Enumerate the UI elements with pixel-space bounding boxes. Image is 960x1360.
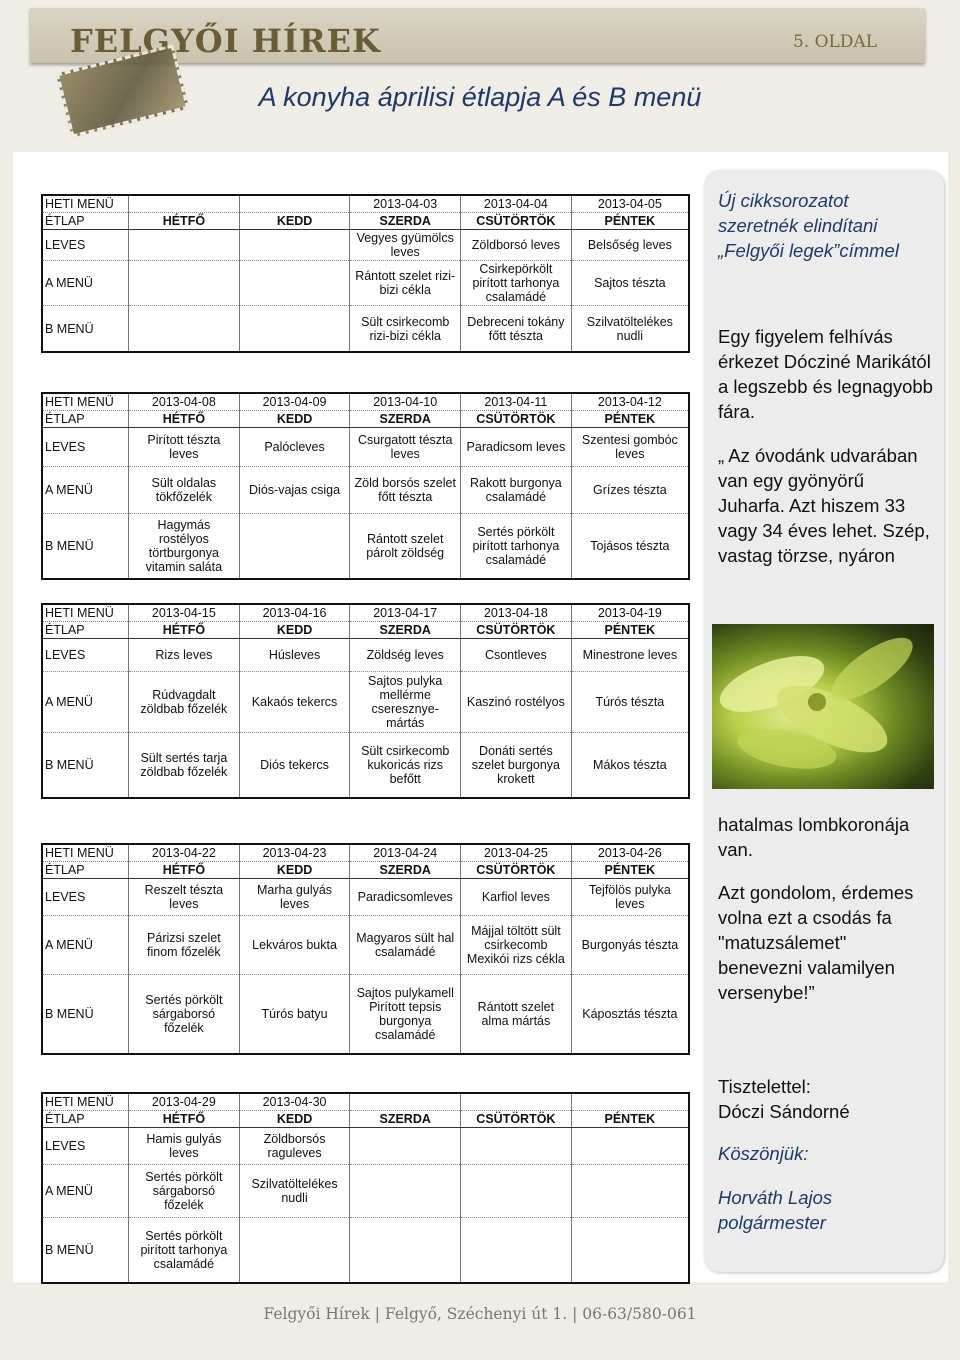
menu-cell: Kaszinó rostélyos [461,672,572,733]
menu-cell: Sertés pörkölt pirított tarhonya csalamádé [129,1218,240,1284]
menu-cell: SZERDA [350,622,461,639]
row-label: HETI MENÜ [42,844,129,862]
menu-cell: KEDD [239,411,350,428]
sidebar-continuation: hatalmas lombkoronája van. [718,814,910,860]
menu-cell: 2013-04-04 [461,195,572,213]
row-label: B MENÜ [42,514,129,580]
menu-cell: Sült sertés tarja zöldbab főzelék [129,733,240,799]
menu-cell [350,1218,461,1284]
row-label: B MENÜ [42,733,129,799]
menu-row [42,733,689,799]
days-row [42,862,689,879]
menu-cell: Minestrone leves [571,639,689,672]
menu-cell [239,306,350,353]
menu-cell: Sertés pörkölt pirított tarhonya csalamádé [461,514,572,580]
menu-cell: KEDD [239,862,350,879]
row-label: A MENÜ [42,467,129,514]
menu-cell [461,1165,572,1218]
menu-cell: Sajtos tészta [571,261,689,306]
row-label: B MENÜ [42,975,129,1055]
menu-cell: Diós-vajas csiga [239,467,350,514]
menu-cell: PÉNTEK [571,1111,689,1128]
row-label: A MENÜ [42,916,129,975]
mayor-title: polgármester [718,1212,826,1233]
menu-cell: 2013-04-23 [239,844,350,862]
menu-cell: PÉNTEK [571,411,689,428]
menu-cell: Karfiol leves [461,879,572,916]
menu-cell: 2013-04-19 [571,604,689,622]
menu-cell: Belsőség leves [571,230,689,261]
row-label: ÉTLAP [42,213,129,230]
menu-cell: PÉNTEK [571,622,689,639]
menu-cell: Csontleves [461,639,572,672]
menu-cell: Sajtos pulyka mellérme cseresznye-mártás [350,672,461,733]
menu-cell: 2013-04-24 [350,844,461,862]
week-menu-table [41,603,690,799]
menu-cell: CSÜTÖRTÖK [461,622,572,639]
menu-cell: Rakott burgonya csalamádé [461,467,572,514]
menu-cell [129,230,240,261]
menu-cell: 2013-04-18 [461,604,572,622]
author-name: Dóczi Sándorné [718,1101,850,1122]
week-menu-table [41,194,690,353]
page-number: 5. OLDAL [792,32,877,52]
sidebar-quote: „ Az óvodánk udvarában van egy gyönyörű Juharfa. Azt hiszem 33 vagy 34 éves lehet. Szép, vastag törzse, nyáron [718,445,930,566]
menu-cell: Szentesi gombóc leves [571,428,689,467]
row-label: HETI MENÜ [42,1093,129,1111]
date-row [42,195,689,213]
date-row [42,844,689,862]
menu-cell: Csurgatott tészta leves [350,428,461,467]
menu-cell: Grízes tészta [571,467,689,514]
menu-cell [129,195,240,213]
sidebar-intro: Új cikksorozatot szeretnék elindítani „Felgyői legek”címmel [718,190,899,261]
menu-cell: Káposztás tészta [571,975,689,1055]
thanks-label: Köszönjük: [718,1143,809,1164]
week-menu-table [41,1092,690,1284]
days-row [42,213,689,230]
date-row [42,393,689,411]
menu-cell [461,1128,572,1165]
menu-cell: Marha gulyás leves [239,879,350,916]
row-label: HETI MENÜ [42,393,129,411]
menu-cell: PÉNTEK [571,213,689,230]
menu-cell: 2013-04-08 [129,393,240,411]
menu-cell: Sült oldalas tökfőzelék [129,467,240,514]
menu-cell: 2013-04-11 [461,393,572,411]
menu-cell: KEDD [239,213,350,230]
menu-cell: Zöld borsós szelet főtt tészta [350,467,461,514]
days-row [42,411,689,428]
menu-cell: 2013-04-12 [571,393,689,411]
row-label: ÉTLAP [42,622,129,639]
menu-row [42,261,689,306]
menu-cell: Szilvatöltelékes nudli [571,306,689,353]
menu-cell: CSÜTÖRTÖK [461,411,572,428]
menu-cell [571,1218,689,1284]
menu-cell [350,1093,461,1111]
menu-cell: Párizsi szelet finom főzelék [129,916,240,975]
menu-cell: Zöldborsós raguleves [239,1128,350,1165]
date-row [42,1093,689,1111]
footer: Felgyői Hírek | Felgyő, Széchenyi út 1. | 06-63/580-061 [263,1305,697,1323]
menu-cell: Húsleves [239,639,350,672]
row-label: ÉTLAP [42,1111,129,1128]
menu-cell: Sült csirkecomb rizi-bizi cékla [350,306,461,353]
menu-cell: Debreceni tokány főtt tészta [461,306,572,353]
row-label: A MENÜ [42,261,129,306]
row-label: A MENÜ [42,672,129,733]
menu-cell: Paradicsomleves [350,879,461,916]
menu-row [42,1165,689,1218]
row-label: HETI MENÜ [42,195,129,213]
menu-row [42,306,689,353]
menu-cell: 2013-04-26 [571,844,689,862]
days-row [42,622,689,639]
menu-cell [571,1165,689,1218]
menu-row [42,1128,689,1165]
row-label: B MENÜ [42,1218,129,1284]
menu-cell: HÉTFŐ [129,213,240,230]
menu-cell: HÉTFŐ [129,862,240,879]
menu-cell: Tejfölös pulyka leves [571,879,689,916]
menu-cell: CSÜTÖRTÖK [461,213,572,230]
row-label: LEVES [42,879,129,916]
menu-cell [350,1128,461,1165]
menu-cell: HÉTFŐ [129,1111,240,1128]
menu-cell: 2013-04-17 [350,604,461,622]
menu-cell: Rántott szelet párolt zöldség [350,514,461,580]
menu-cell [239,230,350,261]
menu-cell: CSÜTÖRTÖK [461,1111,572,1128]
menu-cell: Burgonyás tészta [571,916,689,975]
menu-row [42,428,689,467]
greeting: Tisztelettel: [718,1076,811,1097]
menu-cell: Túrós batyu [239,975,350,1055]
menu-cell: SZERDA [350,411,461,428]
row-label: LEVES [42,1128,129,1165]
menu-row [42,975,689,1055]
menu-cell [571,1093,689,1111]
menu-cell: Lekváros bukta [239,916,350,975]
menu-cell [571,1128,689,1165]
menu-cell: Pirított tészta leves [129,428,240,467]
menu-cell: Csirkepörkölt pirított tarhonya csalamádé [461,261,572,306]
menu-cell: Sertés pörkölt sárgaborsó főzelék [129,1165,240,1218]
menu-cell [239,1218,350,1284]
menu-row [42,916,689,975]
menu-cell: 2013-04-30 [239,1093,350,1111]
menu-cell: Sajtos pulykamell Pirított tepsis burgonya csalamádé [350,975,461,1055]
menu-cell: HÉTFŐ [129,622,240,639]
menu-cell: SZERDA [350,1111,461,1128]
menu-cell: Zöldborsó leves [461,230,572,261]
menu-cell: Mákos tészta [571,733,689,799]
menu-row [42,1218,689,1284]
menu-cell: Donáti sertés szelet burgonya krokett [461,733,572,799]
menu-cell [239,514,350,580]
menu-cell: HÉTFŐ [129,411,240,428]
menu-row [42,672,689,733]
menu-cell: 2013-04-09 [239,393,350,411]
menu-cell: Kakaós tekercs [239,672,350,733]
page-title: A konyha áprilisi étlapja A és B menü [258,82,702,112]
menu-cell: 2013-04-16 [239,604,350,622]
menu-cell: Májjal töltött sült csirkecomb Mexikói rizs cékla [461,916,572,975]
menu-cell [461,1218,572,1284]
menu-cell: Magyaros sült hal csalamádé [350,916,461,975]
menu-cell [129,261,240,306]
days-row [42,1111,689,1128]
week-menu-table [41,843,690,1055]
row-label: ÉTLAP [42,411,129,428]
menu-cell: Tojásos tészta [571,514,689,580]
menu-cell [350,1165,461,1218]
menu-cell: Sült csirkecomb kukoricás rizs befőtt [350,733,461,799]
menu-cell [461,1093,572,1111]
menu-cell: Rúdvagdalt zöldbab főzelék [129,672,240,733]
menu-cell: Diós tekercs [239,733,350,799]
menu-cell: 2013-04-29 [129,1093,240,1111]
menu-cell: CSÜTÖRTÖK [461,862,572,879]
menu-row [42,514,689,580]
menu-cell: Rizs leves [129,639,240,672]
sidebar-paragraph: Egy figyelem felhívás érkezet Dócziné Marikától a legszebb és legnagyobb fára. [718,326,933,422]
menu-row [42,230,689,261]
menu-cell: Rántott szelet rizi-bizi cékla [350,261,461,306]
menu-cell: Hamis gulyás leves [129,1128,240,1165]
menu-cell: SZERDA [350,862,461,879]
menu-cell [239,261,350,306]
row-label: HETI MENÜ [42,604,129,622]
menu-cell: Hagymás rostélyos törtburgonya vitamin saláta [129,514,240,580]
menu-cell: 2013-04-25 [461,844,572,862]
sidebar-paragraph-2: Azt gondolom, érdemes volna ezt a csodás fa "matuzsálemet" benevezni valamilyen versenybe!” [718,882,914,1003]
menu-cell: PÉNTEK [571,862,689,879]
row-label: LEVES [42,639,129,672]
menu-cell: 2013-04-05 [571,195,689,213]
date-row [42,604,689,622]
menu-cell: Palócleves [239,428,350,467]
brand-title: FELGYŐI HÍREK [70,22,381,60]
row-label: LEVES [42,230,129,261]
menu-cell: Rántott szelet alma mártás [461,975,572,1055]
menu-cell: Zöldség leves [350,639,461,672]
maple-seed-photo [712,624,934,789]
menu-cell: Sertés pörkölt sárgaborsó főzelék [129,975,240,1055]
menu-cell: KEDD [239,622,350,639]
menu-cell: 2013-04-10 [350,393,461,411]
menu-cell: SZERDA [350,213,461,230]
menu-cell: Paradicsom leves [461,428,572,467]
menu-cell: KEDD [239,1111,350,1128]
row-label: LEVES [42,428,129,467]
menu-row [42,639,689,672]
menu-row [42,879,689,916]
row-label: B MENÜ [42,306,129,353]
menu-row [42,467,689,514]
menu-cell: Szilvatöltelékes nudli [239,1165,350,1218]
menu-cell [239,195,350,213]
menu-cell: Túrós tészta [571,672,689,733]
row-label: A MENÜ [42,1165,129,1218]
menu-cell: 2013-04-15 [129,604,240,622]
menu-cell: Vegyes gyümölcs leves [350,230,461,261]
mayor-name: Horváth Lajos [718,1187,833,1208]
menu-cell: 2013-04-22 [129,844,240,862]
menu-cell: Reszelt tészta leves [129,879,240,916]
week-menu-table [41,392,690,580]
menu-cell [129,306,240,353]
menu-cell: 2013-04-03 [350,195,461,213]
row-label: ÉTLAP [42,862,129,879]
